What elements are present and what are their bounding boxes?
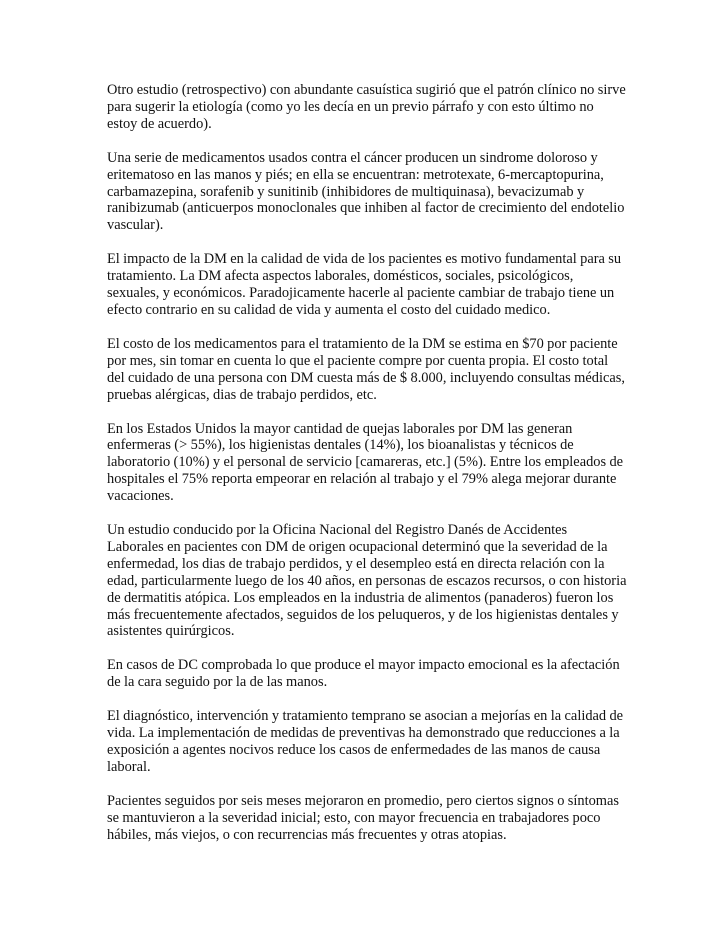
paragraph-8: El diagnóstico, intervención y tratamiento temprano se asocian a mejorías en la calidad de vida. La implementación de medidas de preventivas ha demonstrado que reducciones a la exposición a agentes nocivos reduce los casos de enfermedades de las manos de causa laboral. <box>107 708 624 775</box>
document-body <box>107 82 627 861</box>
paragraph-7: En casos de DC comprobada lo que produce el mayor impacto emocional es la afectación de la cara seguido por la de las manos. <box>107 657 620 691</box>
paragraph-1: Otro estudio (retrospectivo) con abundante casuística sugirió que el patrón clínico no sirve para sugerir la etiología (como yo les decía en un previo párrafo y con esto último no estoy de acuerdo). <box>107 82 626 132</box>
paragraph-5: En los Estados Unidos la mayor cantidad de quejas laborales por DM las generan enfermeras (> 55%), los higienistas dentales (14%), los bioanalistas y técnicos de laboratorio (10%) y el personal de servicio [camareras, etc.] (5%). Entre los empleados de hospitales el 75% reporta empeorar en relación al trabajo y el 79% alega mejorar durante vacaciones. <box>107 420 624 505</box>
paragraph-6: Un estudio conducido por la Oficina Nacional del Registro Danés de Accidentes Laborales en pacientes con DM de origen ocupacional determinó que la severidad de la enfermedad, los dias de trabajo perdidos, y el desempleo está en directa relación con la edad, particularmente luego de los 40 años, en personas de escazos recursos, o con historia de dermatitis atópica. Los empleados en la industria de alimentos (panaderos) fueron los más frecuentemente afectados, seguidos de los peluqueros, y de los higienistas dentales y asistentes quirúrgicos. <box>107 522 627 640</box>
paragraph-2: Una serie de medicamentos usados contra el cáncer producen un sindrome doloroso y eritematoso en las manos y piés; en ella se encuentran: metrotexate, 6-mercaptopurina, carbamazepina, sorafenib y sunitinib (inhibidores de multiquinasa), bevacizumab y ranibizumab (anticuerpos monoclonales que inhiben al factor de crecimiento del endotelio vascular). <box>107 149 625 234</box>
paragraph-9: Pacientes seguidos por seis meses mejoraron en promedio, pero ciertos signos o síntomas se mantuvieron a la severidad inicial; esto, con mayor frecuencia en trabajadores poco hábiles, más viejos, o con recurrencias más frecuentes y otras atopias. <box>107 792 619 843</box>
paragraph-3: El impacto de la DM en la calidad de vida de los pacientes es motivo fundamental para su tratamiento. La DM afecta aspectos laborales, domésticos, sociales, psicológicos, sexuales, y económicos. Paradojicamente hacerle al paciente cambiar de trabajo tiene un efecto contrario en su calidad de vida y aumenta el costo del cuidado medico. <box>107 251 622 318</box>
paragraph-4: El costo de los medicamentos para el tratamiento de la DM se estima en $70 por paciente por mes, sin tomar en cuenta lo que el paciente compre por cuenta propia. El costo total del cuidado de una persona con DM cuesta más de $ 8.000, incluyendo consultas médicas, pruebas alérgicas, dias de trabajo perdidos, etc. <box>107 335 625 403</box>
